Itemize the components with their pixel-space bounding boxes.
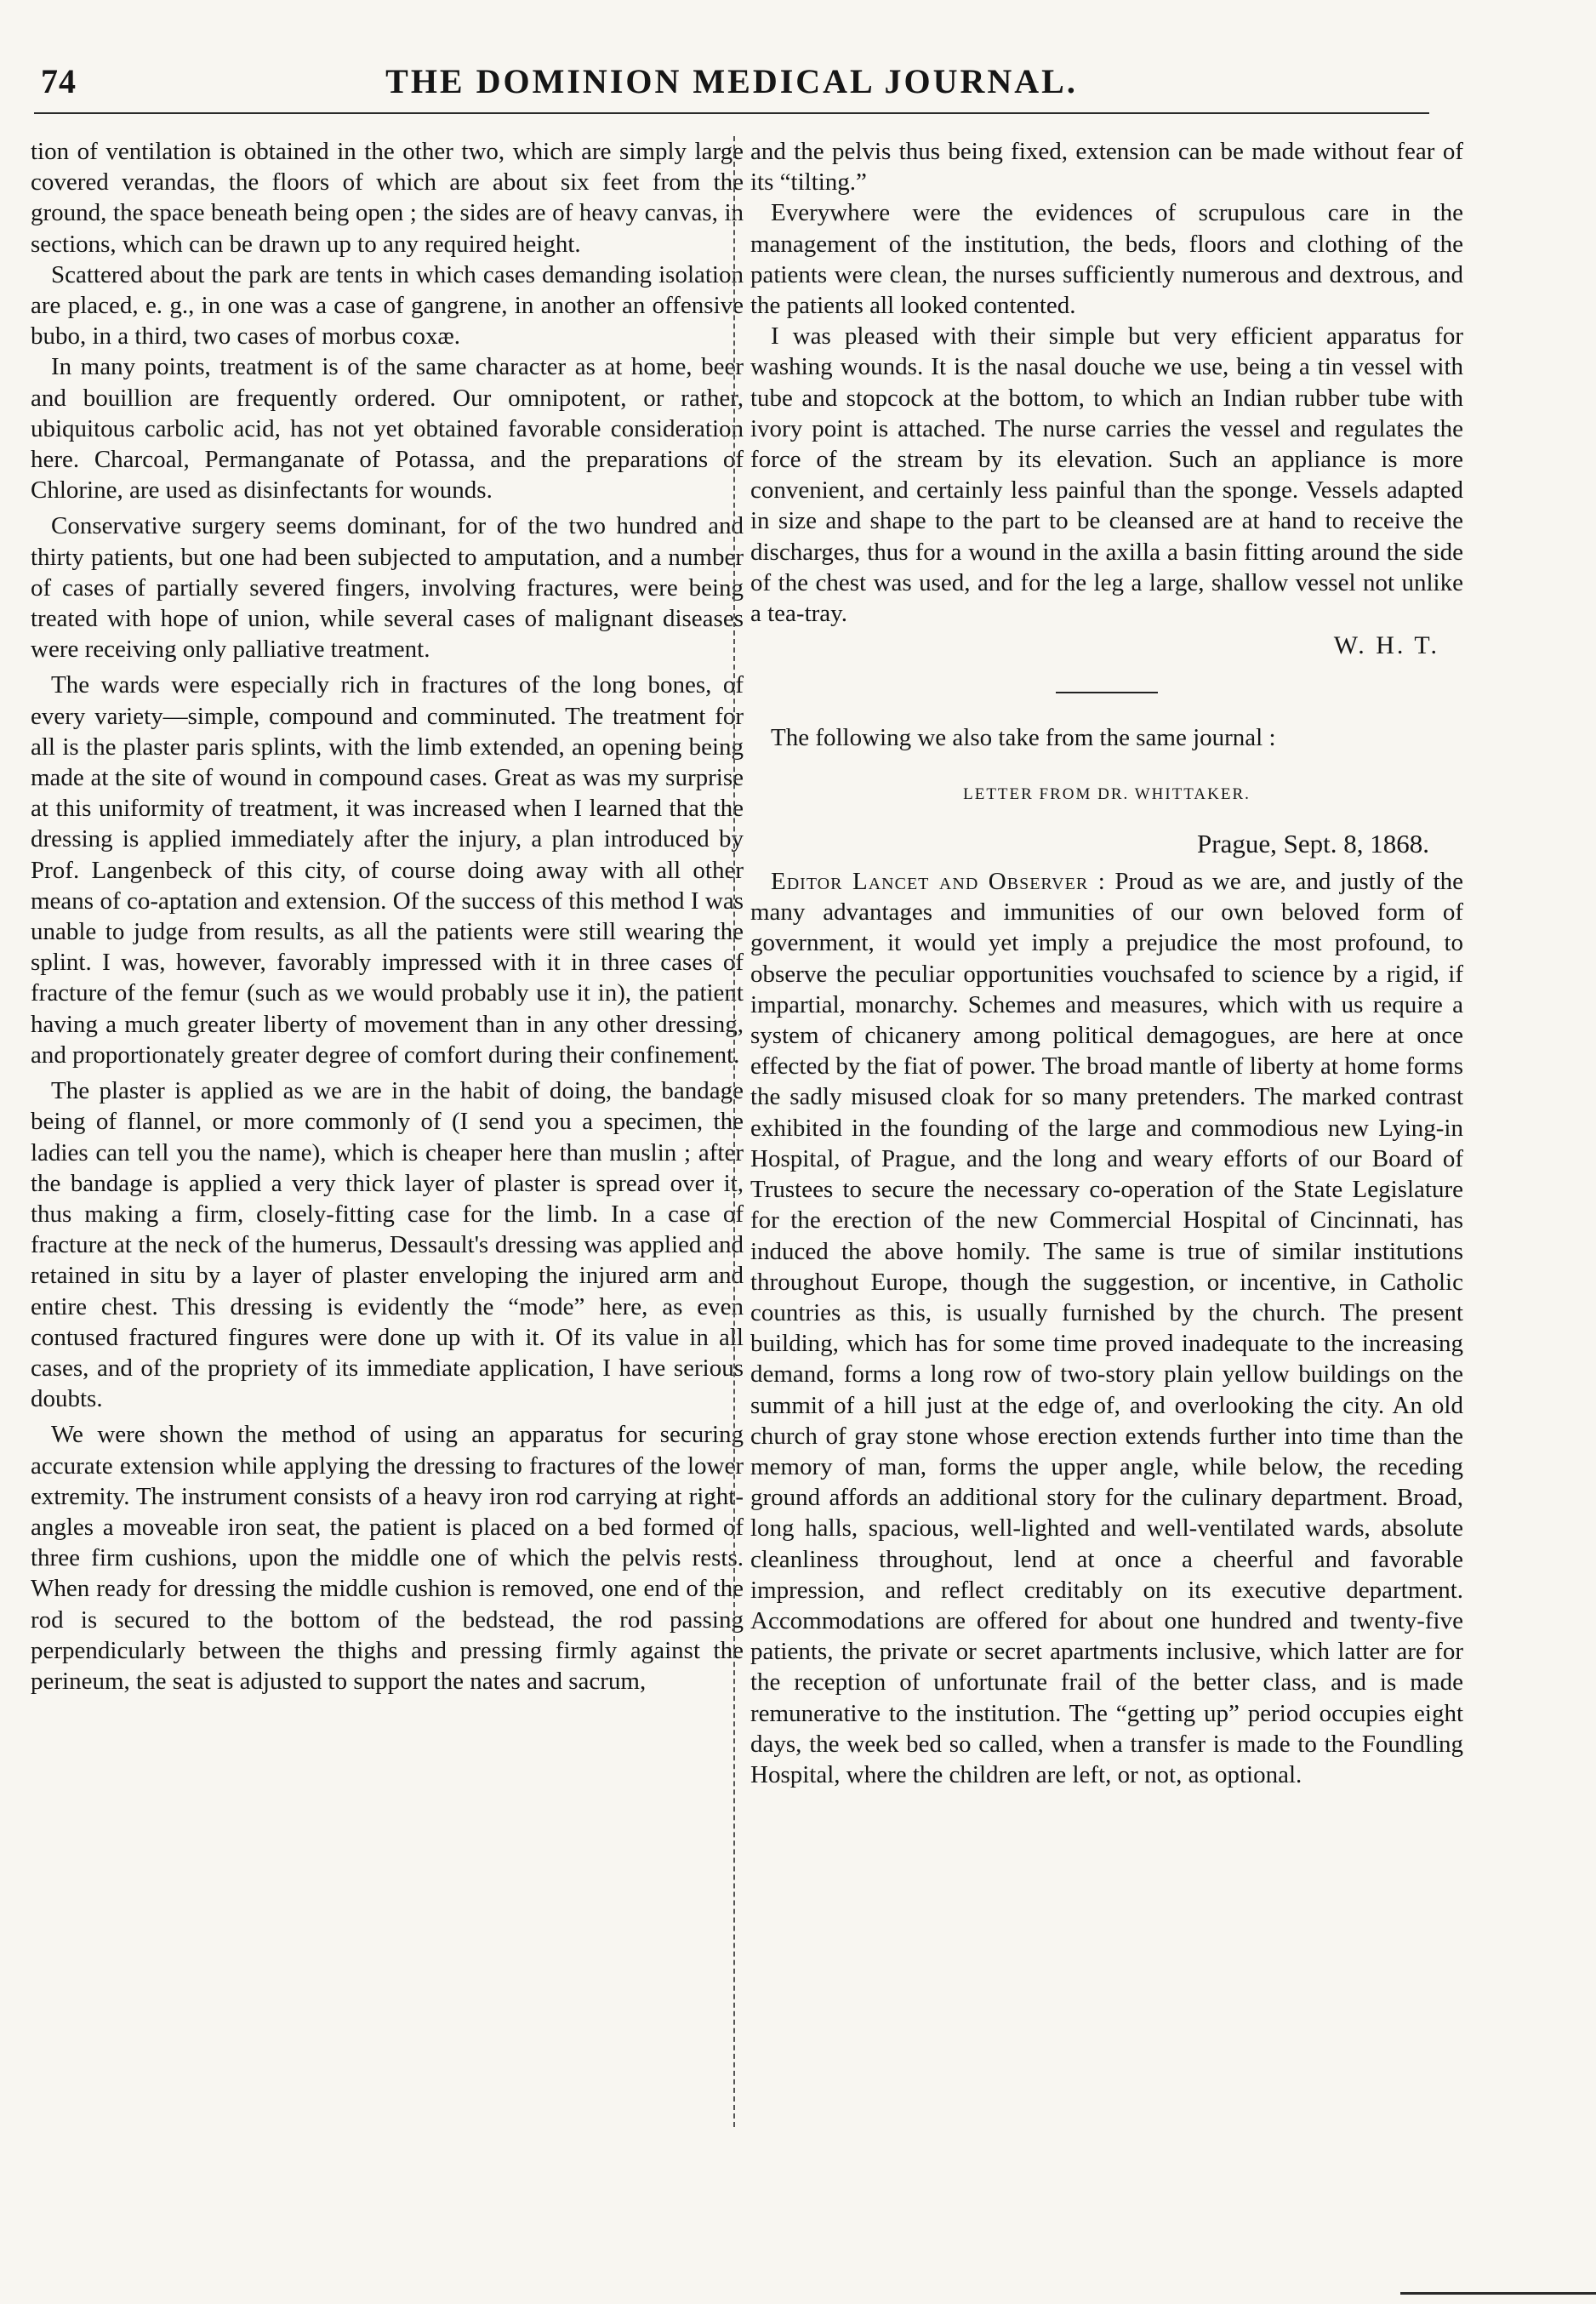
right-column	[750, 136, 1463, 2229]
page-number: 74	[41, 62, 77, 100]
intro-line: The following we also take from the same journal :	[771, 724, 1276, 752]
header-rule	[34, 112, 1429, 114]
paragraph: I was pleased with their simple but very efficient apparatus for washing wounds. It is the nasal douche we use, being a tin vessel with tube and stopcock at the bottom, to which an Indian rubber tube with ivory point is attached. The nurse carries the vessel and regulates the force of the stream by its elevation. Such an appliance is more convenient, and certainly less painful than the sponge. Vessels adapted in size and shape to the part to be cleansed are at hand to receive the discharges, thus for a wound in the axilla a basin fitting around the side of the chest was used, and for the leg a large, shallow vessel not unlike a tea-tray.	[750, 322, 1463, 628]
author-signature: W. H. T.	[1333, 631, 1439, 660]
letter-dateline: Prague, Sept. 8, 1868.	[1197, 828, 1429, 858]
paragraph: and the pelvis thus being fixed, extension can be made without fear of its “tilting.”	[750, 138, 1463, 197]
journal-title: THE DOMINION MEDICAL JOURNAL.	[385, 62, 1078, 100]
footer-rule	[1400, 2292, 1596, 2295]
letter-salutation: Editor Lancet and Observer :	[771, 868, 1106, 896]
paragraph: The wards were especially rich in fractures of the long bones, of every variety—simple, compound and comminuted. The treatment for all is the plaster paris splints, with the limb extended, an opening being made at the site of wound in compound cases. Great as was my surprise at this uniformity of treatment, it was increased when I learned that the dressing is applied immediately after the injury, a plan introduced by Prof. Langenbeck of this city, of course doing away with all other means of co-aptation and extension. Of the success of this method I was unable to judge from results, as all the patients were still wearing the splint. I was, however, favorably impressed with it in three cases of fracture of the femur (such as we would probably use it in), the patient having a much greater liberty of movement than in any other dressing, and proportionately greater degree of comfort during their confinement.	[31, 671, 744, 1069]
letter-heading: LETTER FROM DR. WHITTAKER.	[963, 784, 1251, 803]
section-divider	[1056, 692, 1158, 693]
letter-text: Proud as we are, and justly of the many advantages and immunities of our own beloved form of government, it would yet imply a prejudice the most profound, to observe the peculiar opportunities vouchsafed to science by a rigid, if impartial, monarchy. Schemes and measures, which with us require a system of chicanery among political demagogues, are here at once effected by the fiat of power. The broad mantle of liberty at home forms the sadly misused cloak for so many pretenders. The marked contrast exhibited in the founding of the large and commodious new Lying-in Hospital, of Prague, and the long and weary efforts of our Board of Trustees to secure the necessary co-operation of the State Legislature for the erection of the new Commercial Hospital of Cincinnati, has induced the above homily. The same is true of similar institutions throughout Europe, though the suggestion, or incentive, in Catholic countries as this, is usually furnished by the church. The present building, which has for some time proved inadequate to the increasing demand, forms a long row of two-story plain yellow buildings on the summit of a hill just at the edge of, and overlooking the city. An old church of gray stone whose erection extends further into time than the memory of man, forms the upper angle, while below, the receding ground affords an additional story for the culinary department. Broad, long halls, spacious, well-lighted and well-ventilated wards, absolute cleanliness throughout, lend at once a cheerful and favorable impression, and reflect creditably on its executive department. Accommodations are offered for about one hundred and twenty-five patients, the private or secret apartments inclusive, which latter are for the reception of unfortunate frail of the better class, and is made remunerative to the institution. The “getting up” period occupies eight days, the week bed so called, when a transfer is made to the Foundling Hospital, where the children are left, or not, as optional.	[750, 868, 1463, 1788]
paragraph: In many points, treatment is of the same character as at home, beer and bouillion are frequently ordered. Our omnipotent, or rather, ubiquitous carbolic acid, has not yet obtained favorable consideration here. Charcoal, Permanganate of Potassa, and the preparations of Chlorine, are used as disinfectants for wounds.	[31, 353, 744, 505]
page-header	[34, 61, 1429, 112]
paragraph: Everywhere were the evidences of scrupulous care in the management of the institution, the beds, floors and clothing of the patients were clean, the nurses sufficiently numerous and dextrous, and the patients all looked contented.	[750, 199, 1463, 320]
letter-body	[750, 866, 1463, 1790]
paragraph: We were shown the method of using an apparatus for securing accurate extension while applying the dressing to fractures of the lower extremity. The instrument consists of a heavy iron rod carrying at right-angles a moveable iron seat, the patient is placed on a bed formed of three firm cushions, upon the middle one of which the pelvis rests. When ready for dressing the middle cushion is removed, one end of the rod is secured to the bottom of the bedstead, the rod passing perpendicularly between the thighs and pressing firmly against the perineum, the seat is adjusted to support the nates and sacrum,	[31, 1421, 744, 1695]
column-divider	[733, 136, 735, 2127]
left-column	[31, 136, 744, 2229]
paragraph: Scattered about the park are tents in which cases demanding isolation are placed, e. g., in one was a case of gangrene, in another an offensive bubo, in a third, two cases of morbus coxæ.	[31, 260, 744, 351]
paragraph: Conservative surgery seems dominant, for of the two hundred and thirty patients, but one had been subjected to amputation, and a number of cases of partially severed fingers, involving fractures, were being treated with hope of union, while several cases of malignant diseases were receiving only palliative treatment.	[31, 512, 744, 664]
paragraph: tion of ventilation is obtained in the other two, which are simply large covered verandas, the floors of which are about six feet from the ground, the space beneath being open ; the sides are of heavy canvas, in sections, which can be drawn up to any required height.	[31, 138, 744, 258]
paragraph: The plaster is applied as we are in the habit of doing, the bandage being of flannel, or more commonly of (I send you a specimen, the ladies can tell you the name), which is cheaper here than muslin ; after the bandage is applied a very thick layer of plaster is spread over it, thus making a firm, closely-fitting case for the limb. In a case of fracture at the neck of the humerus, Dessault's dressing was applied and retained in situ by a layer of plaster enveloping the injured arm and entire chest. This dressing is evidently the “mode” here, as even contused fractured fingures were done up with it. Of its value in all cases, and of the propriety of its immediate application, I have serious doubts.	[31, 1077, 744, 1413]
